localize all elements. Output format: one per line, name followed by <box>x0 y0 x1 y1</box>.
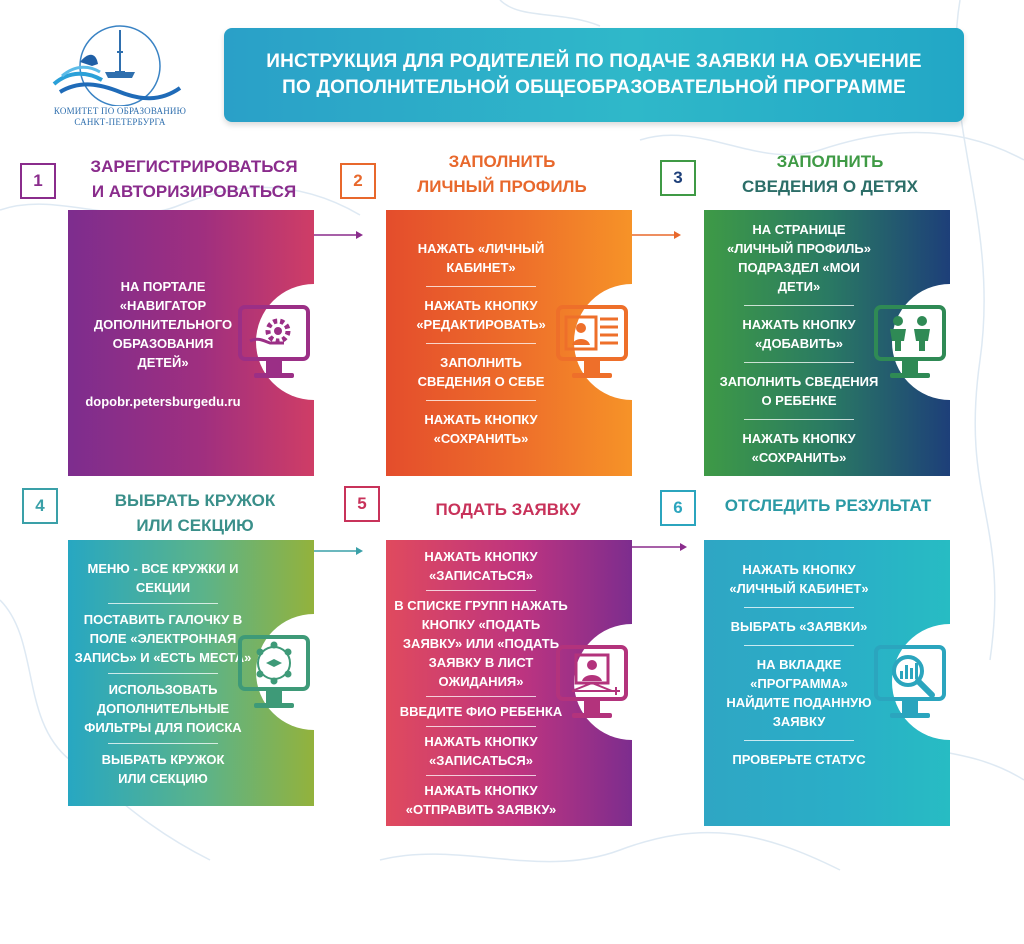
step-4-item-4: ВЫБРАТЬ КРУЖОК ИЛИ СЕКЦИЮ <box>101 751 225 786</box>
divider <box>744 362 854 363</box>
step-card-6 <box>704 540 950 826</box>
step-card-1 <box>68 210 314 476</box>
step-card-2 <box>386 210 632 476</box>
divider <box>426 775 536 776</box>
step-title-4-line2: ИЛИ СЕКЦИЮ <box>136 516 254 535</box>
banner-title-line1: ИНСТРУКЦИЯ ДЛЯ РОДИТЕЛЕЙ ПО ПОДАЧЕ ЗАЯВКИ НА ОБУЧЕНИЕ <box>266 51 922 72</box>
step-card-4-content <box>68 540 258 806</box>
search-chart-icon <box>870 637 950 729</box>
step-card-5 <box>386 540 632 826</box>
step-4-item-1: МЕНЮ - ВСЕ КРУЖКИ И СЕКЦИИ <box>87 560 239 595</box>
step-card-3-content <box>704 210 894 476</box>
step-5-item-5: НАЖАТЬ КНОПКУ «ОТПРАВИТЬ ЗАЯВКУ» <box>405 783 557 817</box>
logo-text-line1: КОМИТЕТ ПО ОБРАЗОВАНИЮ <box>53 106 187 116</box>
step-6-item-1: НАЖАТЬ КНОПКУ «ЛИЧНЫЙ КАБИНЕТ» <box>729 562 869 596</box>
divider <box>744 305 854 306</box>
divider <box>744 740 854 741</box>
step-title-5-line1: ПОДАТЬ ЗАЯВКУ <box>435 500 581 519</box>
step-2-item-2: НАЖАТЬ КНОПКУ «РЕДАКТИРОВАТЬ» <box>416 297 546 332</box>
divider <box>108 603 218 604</box>
logo-text-line2: САНКТ-ПЕТЕРБУРГА <box>74 117 166 127</box>
step-title-5 <box>392 497 624 522</box>
step-title-1-line1: ЗАРЕГИСТРИРОВАТЬСЯ <box>90 157 298 176</box>
step-5-item-3: ВВЕДИТЕ ФИО РЕБЕНКА <box>399 704 563 719</box>
arrow-4-to-5 <box>314 545 364 557</box>
step-card-6-content <box>704 540 894 826</box>
step-6-item-4: ПРОВЕРЬТЕ СТАТУС <box>732 752 866 767</box>
step-title-2 <box>386 149 618 199</box>
divider <box>108 743 218 744</box>
arrow-2-to-3 <box>632 229 682 241</box>
children-icon <box>870 297 950 389</box>
step-2-item-3: ЗАПОЛНИТЬ СВЕДЕНИЯ О СЕБЕ <box>417 354 545 389</box>
step-number-4: 4 <box>22 488 58 524</box>
step-number-2: 2 <box>340 163 376 199</box>
step-title-3-line1: ЗАПОЛНИТЬ <box>776 152 884 171</box>
title-banner <box>224 28 964 122</box>
step-1-item-1: НА ПОРТАЛЕ «НАВИГАТОР ДОПОЛНИТЕЛЬНОГО ОБРАЗОВАНИЯ ДЕТЕЙ» <box>93 279 233 370</box>
logo-emblem-icon <box>40 22 200 106</box>
banner-title-line2: ПО ДОПОЛНИТЕЛЬНОЙ ОБЩЕОБРАЗОВАТЕЛЬНОЙ ПРОГРАММЕ <box>282 77 906 98</box>
step-title-6 <box>712 493 944 518</box>
step-title-3-line2: СВЕДЕНИЯ О ДЕТЯХ <box>742 177 918 196</box>
arrow-5-to-6 <box>632 541 692 553</box>
step-card-5-content <box>386 540 576 826</box>
step-title-2-line1: ЗАПОЛНИТЬ <box>448 152 556 171</box>
profile-card-icon <box>552 297 632 389</box>
step-title-4-line1: ВЫБРАТЬ КРУЖОК <box>114 491 276 510</box>
step-title-1-line2: И АВТОРИЗИРОВАТЬСЯ <box>91 182 297 201</box>
step-3-item-4: НАЖАТЬ КНОПКУ «СОХРАНИТЬ» <box>742 430 856 465</box>
step-title-2-line2: ЛИЧНЫЙ ПРОФИЛЬ <box>417 177 587 196</box>
divider <box>108 673 218 674</box>
step-4-item-2: ПОСТАВИТЬ ГАЛОЧКУ В ПОЛЕ «ЭЛЕКТРОННАЯ ЗАПИСЬ» И «ЕСТЬ МЕСТА» <box>74 611 252 665</box>
divider <box>744 645 854 646</box>
divider <box>744 419 854 420</box>
step-3-item-1: НА СТРАНИЦЕ «ЛИЧНЫЙ ПРОФИЛЬ» ПОДРАЗДЕЛ «МОИ ДЕТИ» <box>727 221 871 294</box>
gear-hand-icon <box>234 297 314 389</box>
step-2-item-4: НАЖАТЬ КНОПКУ «СОХРАНИТЬ» <box>424 411 538 446</box>
step-card-3 <box>704 210 950 476</box>
step-4-item-3: ИСПОЛЬЗОВАТЬ ДОПОЛНИТЕЛЬНЫЕ ФИЛЬТРЫ ДЛЯ ПОИСКА <box>84 681 242 735</box>
step-title-3 <box>704 149 956 199</box>
step-5-item-4: НАЖАТЬ КНОПКУ «ЗАПИСАТЬСЯ» <box>424 734 538 768</box>
arrow-1-to-2 <box>314 229 364 241</box>
step-6-item-3: НА ВКЛАДКЕ «ПРОГРАММА» НАЙДИТЕ ПОДАННУЮ ЗАЯВКУ <box>726 657 872 729</box>
step-5-item-2: В СПИСКЕ ГРУПП НАЖАТЬ КНОПКУ «ПОДАТЬ ЗАЯВКУ» ИЛИ «ПОДАТЬ ЗАЯВКУ В ЛИСТ ОЖИДАНИЯ» <box>394 598 568 689</box>
step-3-item-2: НАЖАТЬ КНОПКУ «ДОБАВИТЬ» <box>742 316 856 351</box>
divider <box>426 590 536 591</box>
step-2-item-1: НАЖАТЬ «ЛИЧНЫЙ КАБИНЕТ» <box>417 240 545 275</box>
step-5-item-1: НАЖАТЬ КНОПКУ «ЗАПИСАТЬСЯ» <box>424 549 538 583</box>
step-number-3: 3 <box>660 160 696 196</box>
step-card-1-content <box>68 210 258 476</box>
step-card-4 <box>68 540 314 806</box>
activities-icon <box>234 627 314 719</box>
step-number-6: 6 <box>660 490 696 526</box>
step-number-5: 5 <box>344 486 380 522</box>
step-title-6-line1: ОТСЛЕДИТЬ РЕЗУЛЬТАТ <box>724 496 932 515</box>
divider <box>426 726 536 727</box>
portal-url: dopobr.petersburgedu.ru <box>85 394 241 409</box>
step-6-item-2: ВЫБРАТЬ «ЗАЯВКИ» <box>730 619 868 634</box>
step-card-2-content <box>386 210 576 476</box>
submit-application-icon <box>552 637 632 729</box>
step-3-item-3: ЗАПОЛНИТЬ СВЕДЕНИЯ О РЕБЕНКЕ <box>719 373 879 408</box>
step-title-1 <box>68 154 320 204</box>
committee-logo <box>40 22 200 132</box>
divider <box>426 400 536 401</box>
divider <box>426 343 536 344</box>
divider <box>426 286 536 287</box>
divider <box>426 696 536 697</box>
step-number-1: 1 <box>20 163 56 199</box>
divider <box>744 607 854 608</box>
step-title-4 <box>76 488 314 538</box>
